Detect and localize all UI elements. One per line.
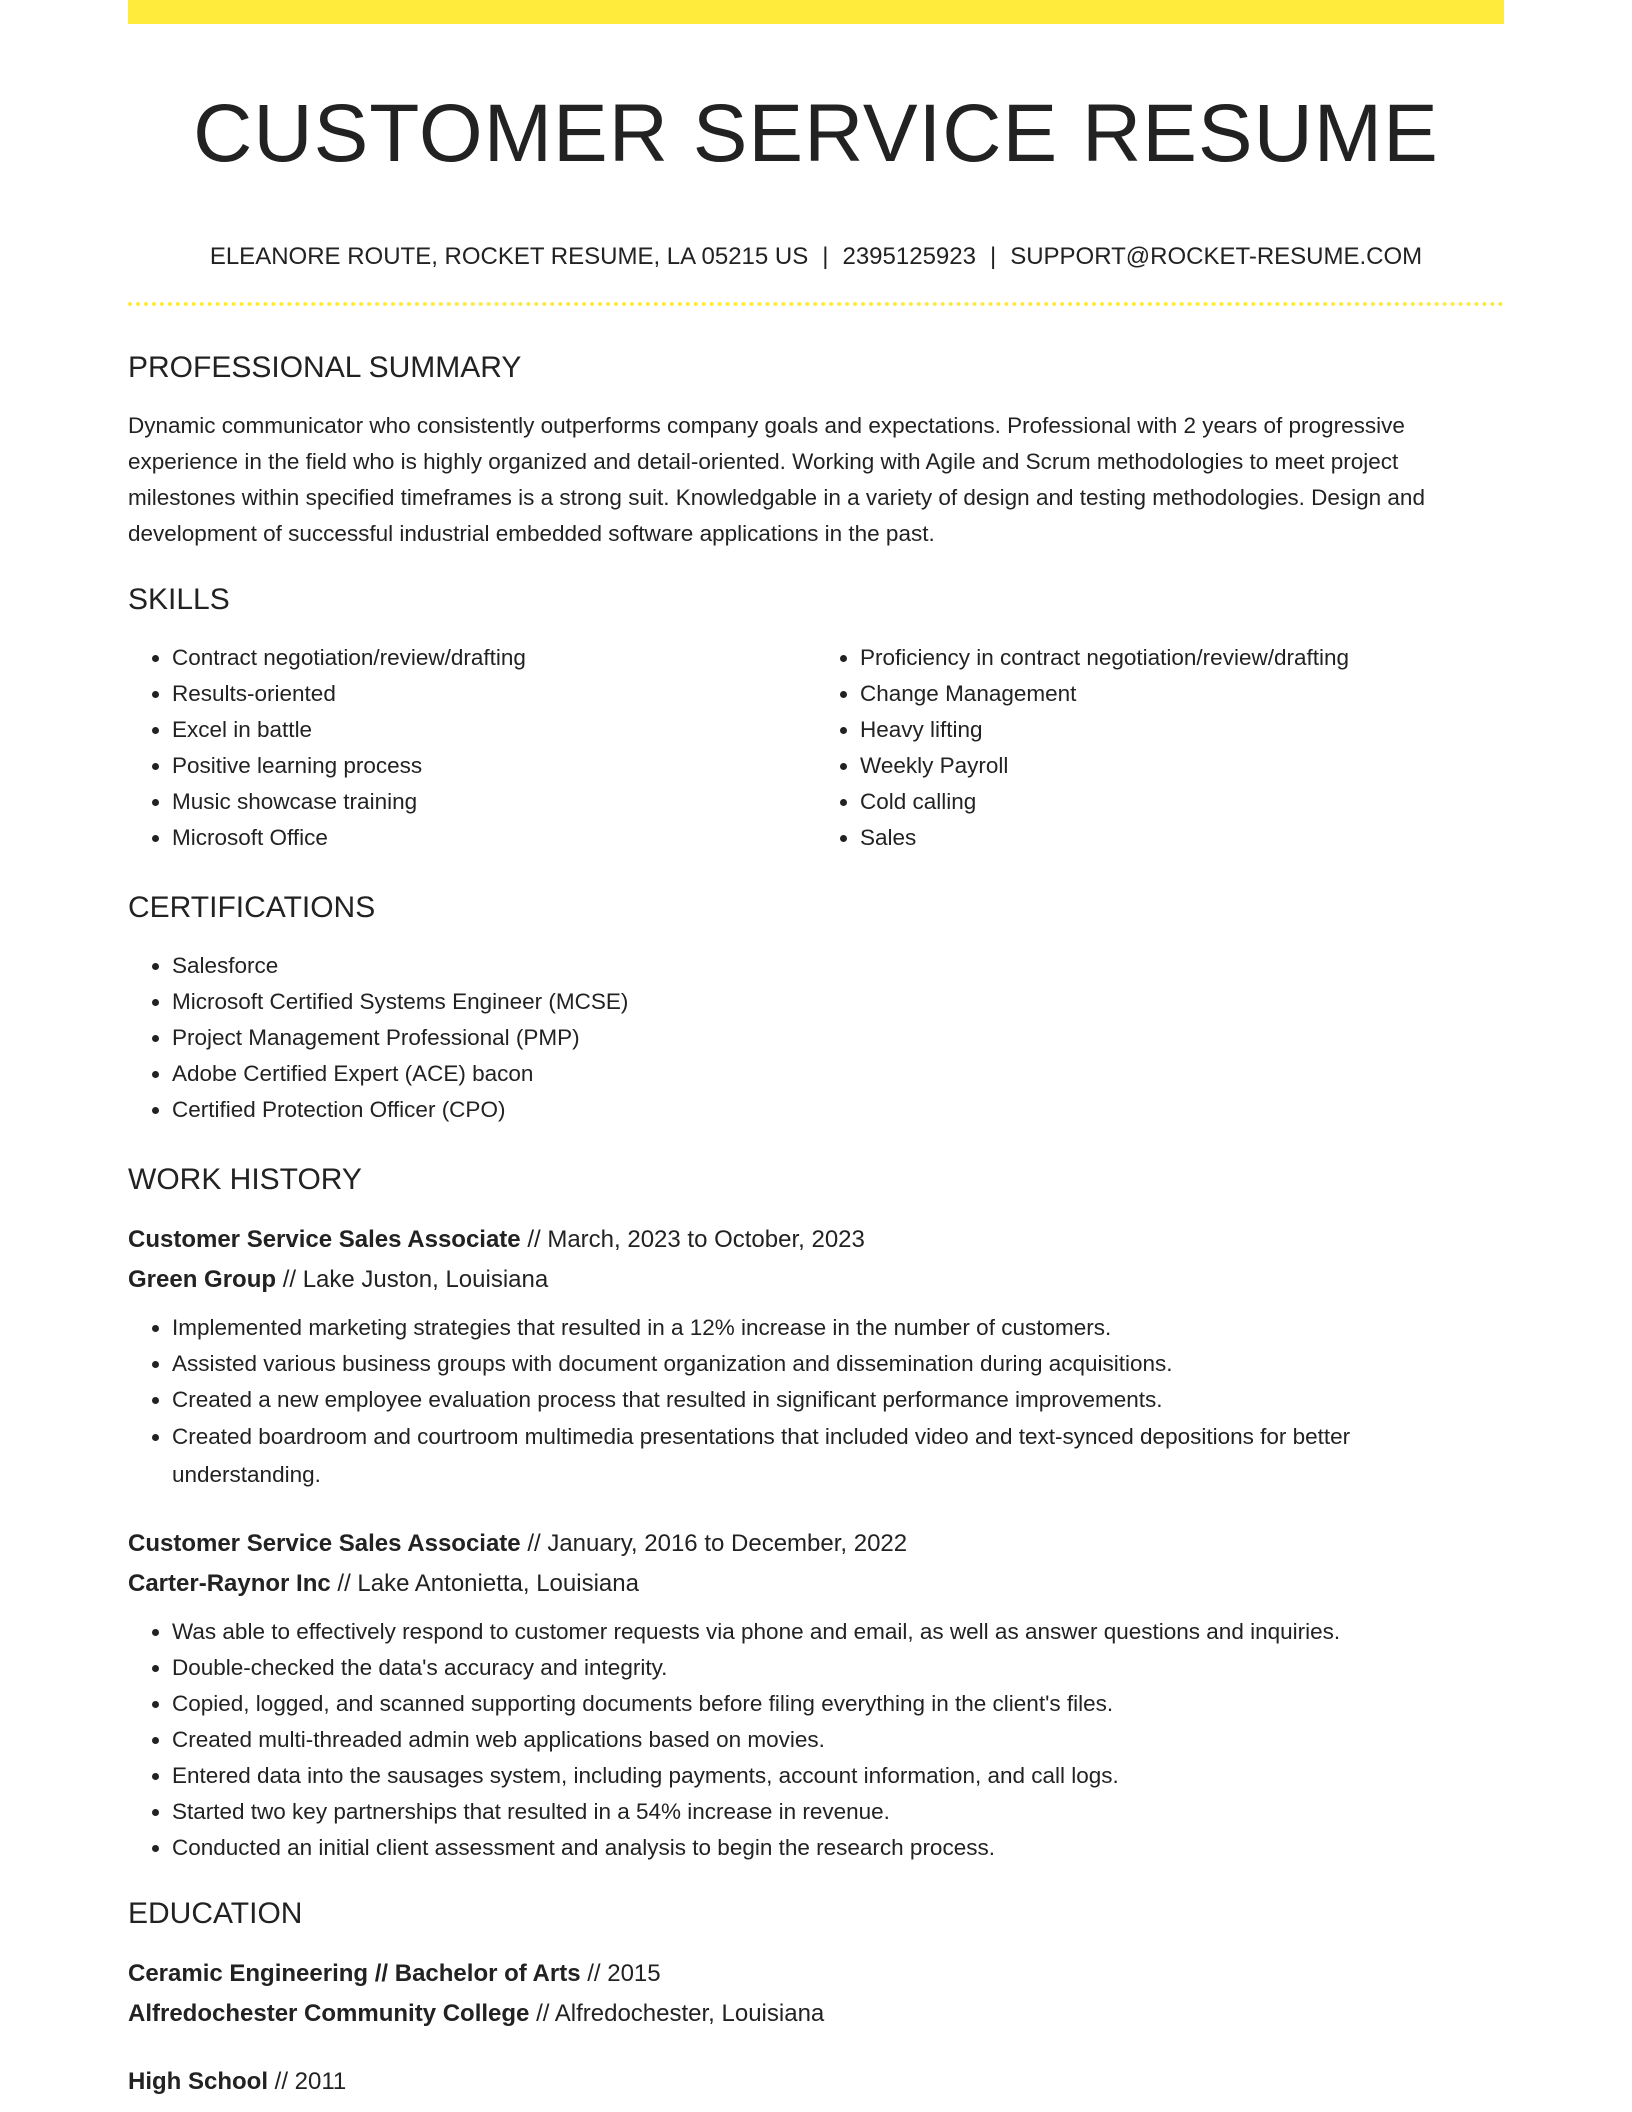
dotted-divider <box>128 302 1504 306</box>
list-item: • Cold calling <box>860 784 1504 820</box>
contact-separator: | <box>989 243 997 270</box>
list-item: • Heavy lifting <box>860 712 1504 748</box>
skills-columns <box>128 640 1504 856</box>
job-bullets <box>128 1614 1504 1866</box>
certifications-section <box>128 890 1504 1128</box>
list-item: • Was able to effectively respond to customer requests via phone and email, as well as answer questions and inquiries. <box>172 1614 1504 1650</box>
list-item: • Created multi-threaded admin web applications based on movies. <box>172 1722 1504 1758</box>
contact-phone: 2395125923 <box>842 243 976 270</box>
list-item: • Weekly Payroll <box>860 748 1504 784</box>
education-heading: EDUCATION <box>128 1897 303 1930</box>
education-entry <box>128 1954 1504 2034</box>
list-item: • Adobe Certified Expert (ACE) bacon <box>172 1056 1504 1092</box>
list-item: • Double-checked the data's accuracy and integrity. <box>172 1650 1504 1686</box>
education-degree: Ceramic Engineering // Bachelor of Arts <box>128 1960 581 1987</box>
job-company-line <box>128 1564 1504 1604</box>
skills-left-list <box>128 640 816 856</box>
contact-address: ELEANORE ROUTE, ROCKET RESUME, LA 05215 US <box>209 243 809 270</box>
list-item: • Results-oriented <box>172 676 816 712</box>
resume-title: CUSTOMER SERVICE RESUME <box>193 88 1439 179</box>
list-item: • Created a new employee evaluation process that resulted in significant performance improvements. <box>172 1382 1504 1418</box>
list-item: • Entered data into the sausages system, including payments, account information, and call logs. <box>172 1758 1504 1794</box>
list-item: • Project Management Professional (PMP) <box>172 1020 1504 1056</box>
list-item: • Started two key partnerships that resulted in a 54% increase in revenue. <box>172 1794 1504 1830</box>
contact-line <box>128 242 1504 272</box>
list-item: • Change Management <box>860 676 1504 712</box>
job-location: // Lake Antonietta, Louisiana <box>330 1570 639 1597</box>
summary-heading: PROFESSIONAL SUMMARY <box>128 351 522 384</box>
list-item: • Music showcase training <box>172 784 816 820</box>
list-item: • Conducted an initial client assessment and analysis to begin the research process. <box>172 1830 1504 1866</box>
skills-heading: SKILLS <box>128 583 230 616</box>
list-item: • Implemented marketing strategies that resulted in a 12% increase in the number of customers. <box>172 1310 1504 1346</box>
job-entry <box>128 1220 1504 1494</box>
job-dates: // March, 2023 to October, 2023 <box>520 1226 865 1253</box>
job-title: Customer Service Sales Associate <box>128 1226 521 1253</box>
resume-page <box>128 0 1504 2102</box>
list-item: • Proficiency in contract negotiation/review/drafting <box>860 640 1504 676</box>
certifications-heading: CERTIFICATIONS <box>128 891 376 924</box>
job-location: // Lake Juston, Louisiana <box>276 1266 549 1293</box>
education-degree-line <box>128 1954 1504 1994</box>
accent-top-bar <box>128 0 1504 24</box>
education-entry <box>128 2062 1504 2102</box>
list-item: • Microsoft Office <box>172 820 816 856</box>
job-company: Green Group <box>128 1266 277 1293</box>
education-year: // 2015 <box>580 1960 661 1987</box>
education-degree-line <box>128 2062 1504 2102</box>
education-section <box>128 1896 1504 2102</box>
education-location: // Alfredochester, Louisiana <box>529 2000 825 2027</box>
education-degree: High School <box>128 2068 268 2095</box>
job-company: Carter-Raynor Inc <box>128 1570 331 1597</box>
contact-email: SUPPORT@ROCKET-RESUME.COM <box>1010 243 1423 270</box>
list-item: • Created boardroom and courtroom multimedia presentations that included video and text-synced depositions for better understanding. <box>172 1418 1504 1494</box>
list-item: • Excel in battle <box>172 712 816 748</box>
list-item: • Copied, logged, and scanned supporting documents before filing everything in the client's files. <box>172 1686 1504 1722</box>
job-title-line <box>128 1220 1504 1260</box>
work-history-heading: WORK HISTORY <box>128 1163 362 1196</box>
job-entry <box>128 1524 1504 1866</box>
job-title-line <box>128 1524 1504 1564</box>
list-item: • Contract negotiation/review/drafting <box>172 640 816 676</box>
summary-text: Dynamic communicator who consistently outperforms company goals and expectations. Professional with 2 years of progressive experience in the field who is highly organized and detail-oriented. Working with Agile and Scrum methodologies to meet project milestones within specified timeframes is a strong suit. Knowledgable in a variety of design and testing methodologies. Design and development of successful industrial embedded software applications in the past. <box>128 413 1425 546</box>
job-bullets <box>128 1310 1504 1494</box>
certifications-list <box>128 948 1504 1128</box>
education-school: Alfredochester Community College <box>128 2000 530 2027</box>
education-school-line <box>128 1994 1504 2034</box>
job-title: Customer Service Sales Associate <box>128 1530 521 1557</box>
list-item: • Assisted various business groups with document organization and dissemination during acquisitions. <box>172 1346 1504 1382</box>
list-item: • Positive learning process <box>172 748 816 784</box>
list-item: • Certified Protection Officer (CPO) <box>172 1092 1504 1128</box>
contact-separator: | <box>822 243 829 270</box>
list-item: • Sales <box>860 820 1504 856</box>
job-company-line <box>128 1260 1504 1300</box>
skills-section <box>128 582 1504 856</box>
job-dates: // January, 2016 to December, 2022 <box>520 1530 908 1557</box>
skills-right-list <box>816 640 1504 856</box>
list-item: • Microsoft Certified Systems Engineer (MCSE) <box>172 984 1504 1020</box>
list-item: • Salesforce <box>172 948 1504 984</box>
work-history-section <box>128 1162 1504 1866</box>
summary-section <box>128 350 1504 552</box>
education-year: // 2011 <box>268 2068 347 2095</box>
